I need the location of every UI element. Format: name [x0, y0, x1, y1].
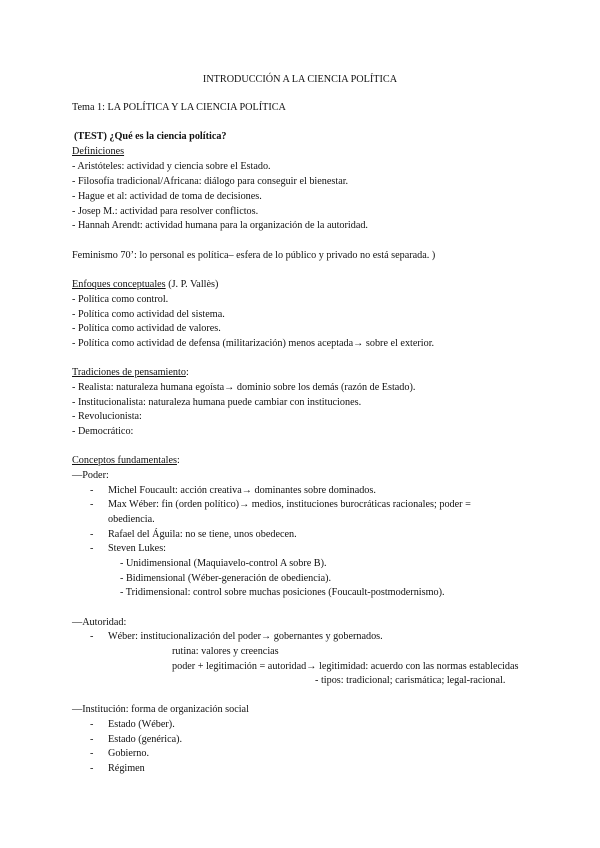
tradition-item: - Institucionalista: naturaleza humana puede cambiar con instituciones. [72, 397, 362, 408]
lukes-item: - Unidimensional (Maquiavelo-control A sobre B). [120, 558, 327, 569]
bullet-dash: - [90, 734, 94, 745]
bullet-dash: - [90, 748, 94, 759]
institution-label: —Institución: forma de organización social [72, 704, 249, 715]
approach-item: - Política como actividad del sistema. [72, 309, 225, 320]
authority-subline: rutina: valores y creencias [172, 646, 279, 657]
document-title: INTRODUCCIÓN A LA CIENCIA POLÍTICA [202, 74, 398, 85]
institution-item: Gobierno. [108, 748, 150, 759]
definition-item: - Josep M.: actividad para resolver conflictos. [72, 206, 259, 217]
lukes-item: - Bidimensional (Wéber-generación de obediencia). [120, 573, 332, 584]
institution-item: Estado (Wéber). [108, 719, 175, 730]
approach-item: - Política como control. [72, 294, 169, 305]
power-item: Max Wéber: fin (orden político)→ medios, instituciones burocráticas racionales; poder = [108, 499, 471, 510]
lukes-item: - Tridimensional: control sobre muchas posiciones (Foucault-postmodernismo). [120, 587, 445, 598]
power-label: —Poder: [72, 470, 109, 481]
feminism-note: Feminismo 70’: lo personal es política– esfera de lo público y privado no está separada. ) [72, 250, 436, 261]
approach-item: - Política como actividad de defensa (militarización) menos aceptada→ sobre el exterior. [72, 338, 435, 349]
authority-subline: - tipos: tradicional; carismática; legal-racional. [315, 675, 506, 686]
topic-heading: Tema 1: LA POLÍTICA Y LA CIENCIA POLÍTICA [72, 102, 286, 113]
traditions-heading: Tradiciones de pensamiento: [72, 367, 189, 378]
concepts-heading: Conceptos fundamentales: [72, 455, 180, 466]
bullet-dash: - [90, 543, 94, 554]
definition-item: - Aristóteles: actividad y ciencia sobre el Estado. [72, 161, 271, 172]
definition-item: - Hannah Arendt: actividad humana para la organización de la autoridad. [72, 220, 368, 231]
institution-item: Estado (genérica). [108, 734, 183, 745]
definitions-heading: Definiciones [72, 146, 125, 157]
test-heading: (TEST) ¿Qué es la ciencia política? [74, 131, 227, 142]
bullet-dash: - [90, 763, 94, 774]
definition-item: - Hague et al: actividad de toma de decisiones. [72, 191, 262, 202]
power-item-continuation: obediencia. [108, 514, 155, 525]
authority-label: —Autoridad: [72, 617, 127, 628]
power-item: Rafael del Águila: no se tiene, unos obedecen. [108, 529, 297, 540]
authority-subline: poder + legitimación = autoridad→ legitimidad: acuerdo con las normas establecidas [172, 661, 519, 672]
approach-item: - Política como actividad de valores. [72, 323, 221, 334]
power-item: Steven Lukes: [108, 543, 167, 554]
institution-item: Régimen [108, 763, 145, 774]
power-item: Michel Foucault: acción creativa→ dominantes sobre dominados. [108, 485, 376, 496]
tradition-item: - Realista: naturaleza humana egoísta→ dominio sobre los demás (razón de Estado). [72, 382, 416, 393]
definition-item: - Filosofía tradicional/Africana: diálogo para conseguir el bienestar. [72, 176, 349, 187]
bullet-dash: - [90, 499, 94, 510]
authority-item: Wéber: institucionalización del poder→ gobernantes y gobernados. [108, 631, 383, 642]
bullet-dash: - [90, 631, 94, 642]
approaches-heading: Enfoques conceptuales (J. P. Vallès) [72, 279, 219, 290]
bullet-dash: - [90, 529, 94, 540]
bullet-dash: - [90, 485, 94, 496]
tradition-item: - Democrático: [72, 426, 134, 437]
tradition-item: - Revolucionista: [72, 411, 142, 422]
bullet-dash: - [90, 719, 94, 730]
